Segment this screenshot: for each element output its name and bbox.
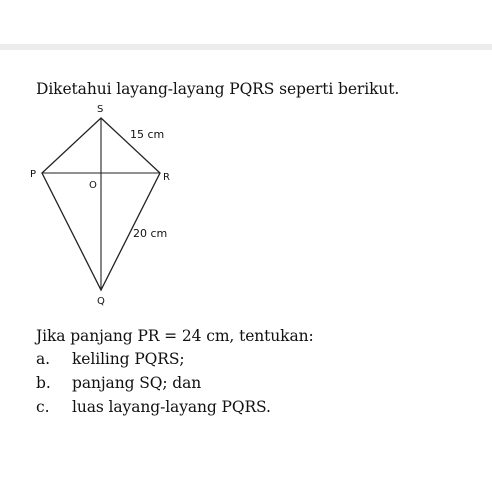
- side-label-rq: 20 cm: [133, 227, 168, 240]
- vertex-label-s: S: [97, 104, 104, 115]
- problem-intro: Diketahui layang-layang PQRS seperti berikut.: [36, 80, 400, 98]
- vertex-label-r: R: [163, 172, 170, 183]
- vertex-label-p: P: [30, 169, 37, 180]
- task-text: keliling PQRS;: [72, 350, 185, 368]
- problem-question: Jika panjang PR = 24 cm, tentukan:: [36, 327, 314, 345]
- task-marker: c.: [36, 398, 50, 416]
- top-divider-band: [0, 44, 492, 50]
- side-label-sr: 15 cm: [130, 128, 165, 141]
- task-marker: b.: [36, 374, 51, 392]
- task-text: panjang SQ; dan: [72, 374, 202, 392]
- task-marker: a.: [36, 350, 50, 368]
- task-list: [36, 349, 271, 421]
- vertex-label-o: O: [89, 180, 97, 191]
- task-text: luas layang-layang PQRS.: [72, 398, 271, 416]
- vertex-label-q: Q: [97, 296, 105, 307]
- kite-outline: [42, 118, 160, 290]
- task-item-c: [36, 397, 271, 421]
- task-item-a: [36, 349, 271, 373]
- task-item-b: [36, 373, 271, 397]
